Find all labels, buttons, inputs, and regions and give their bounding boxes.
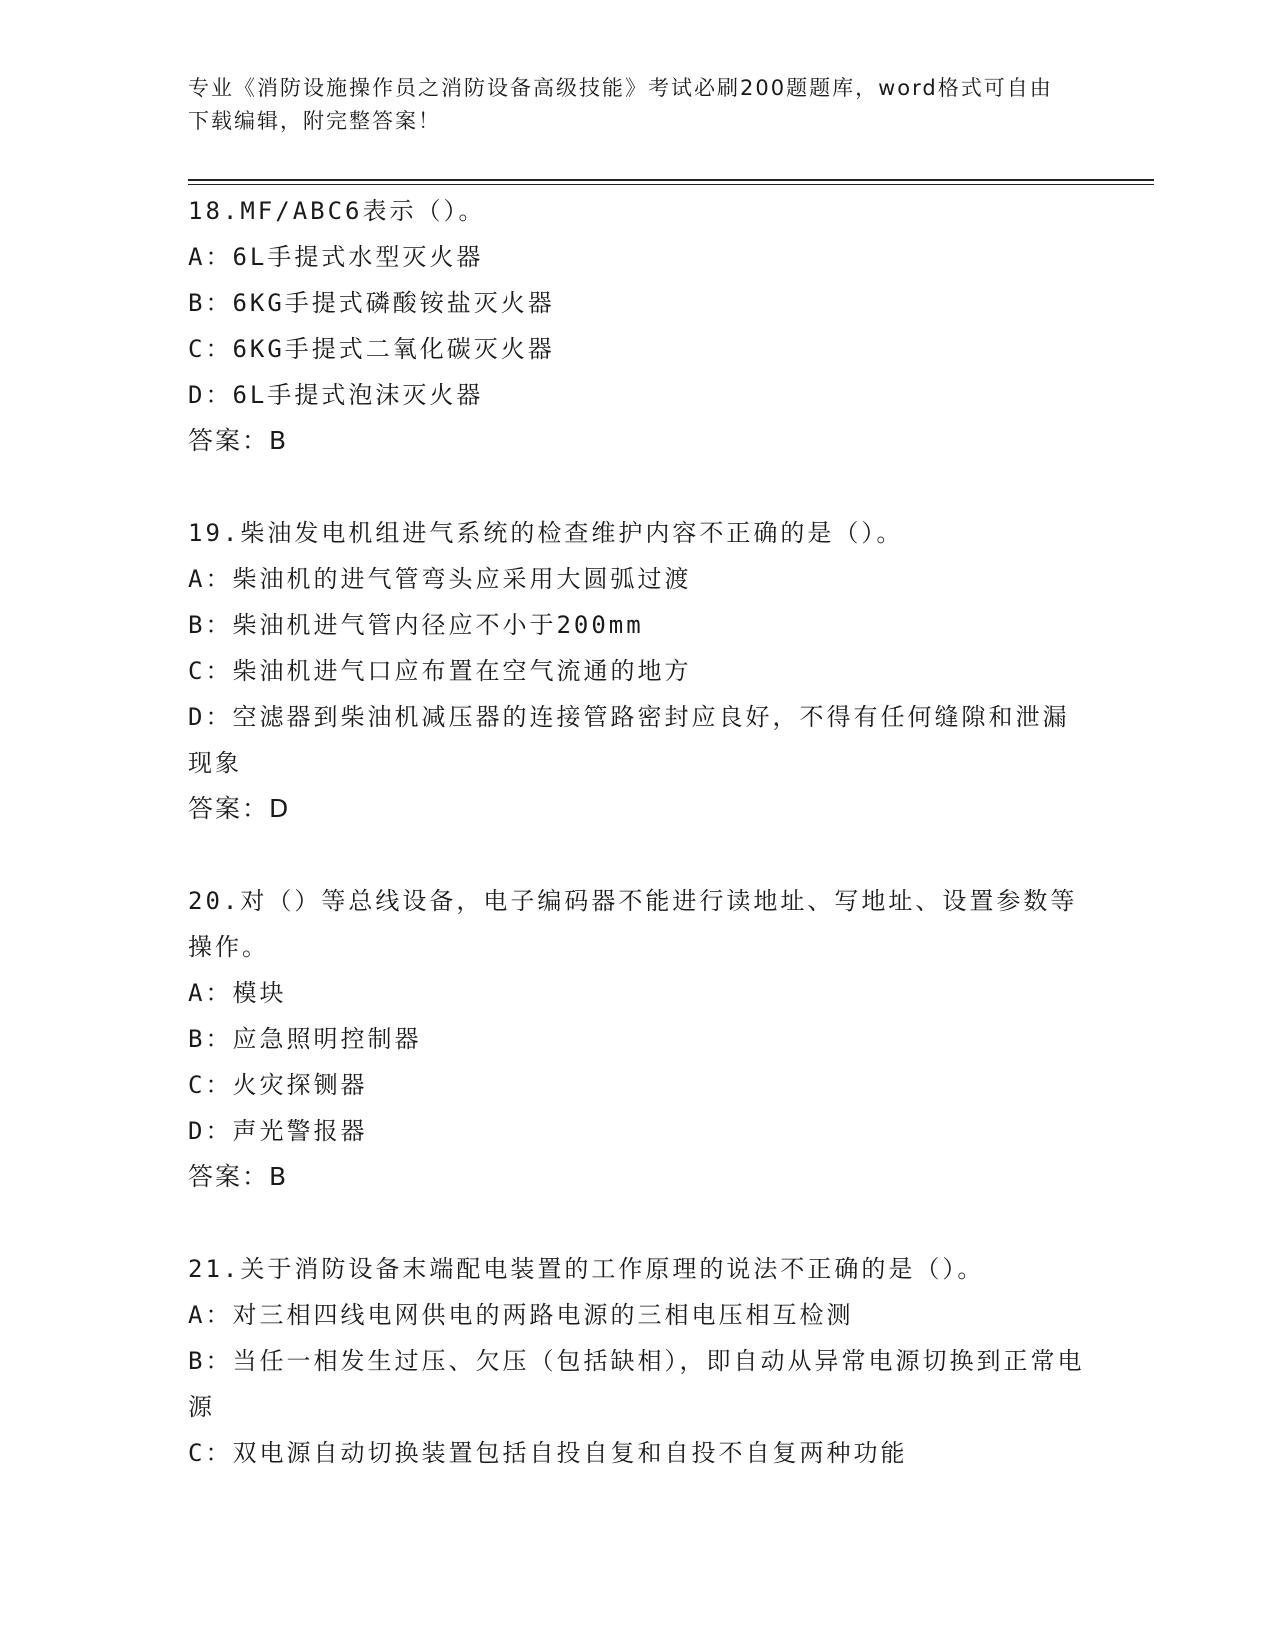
option-b: B：当任一相发生过压、欠压（包括缺相），即自动从异常电源切换到正常电源	[188, 1347, 1085, 1421]
question-stem: 21.关于消防设备末端配电装置的工作原理的说法不正确的是（）。	[188, 1255, 985, 1283]
option-a: A：对三相四线电网供电的两路电源的三相电压相互检测	[188, 1301, 854, 1329]
answer-label: 答案：D	[188, 794, 291, 823]
question-stem: 19.柴油发电机组进气系统的检查维护内容不正确的是（）。	[188, 519, 904, 547]
option-b: B：柴油机进气管内径应不小于200mm	[188, 611, 644, 639]
option-b: B：应急照明控制器	[188, 1025, 422, 1053]
option-a: A：柴油机的进气管弯头应采用大圆弧过渡	[188, 565, 692, 593]
question-18	[188, 188, 1088, 464]
header-divider-thin	[188, 184, 1154, 185]
option-c: C：柴油机进气口应布置在空气流通的地方	[188, 657, 692, 685]
header-divider-thick	[188, 179, 1154, 181]
question-21	[188, 1246, 1088, 1476]
option-c: C：火灾探铡器	[188, 1071, 368, 1099]
option-d: D：声光警报器	[188, 1117, 368, 1145]
question-stem: 18.MF/ABC6表示（）。	[188, 197, 486, 225]
question-stem: 20.对（）等总线设备，电子编码器不能进行读地址、写地址、设置参数等操作。	[188, 887, 1078, 961]
answer-label: 答案：B	[188, 426, 289, 455]
document-header: 专业《消防设施操作员之消防设备高级技能》考试必刷200题题库，word格式可自由下载编辑，附完整答案！	[188, 76, 1053, 133]
option-d: D：空滤器到柴油机减压器的连接管路密封应良好，不得有任何缝隙和泄漏现象	[188, 703, 1070, 777]
option-c: C：6KG手提式二氧化碳灭火器	[188, 335, 555, 363]
option-a: A：模块	[188, 979, 287, 1007]
question-20	[188, 878, 1088, 1200]
answer-label: 答案：B	[188, 1162, 289, 1191]
option-d: D：6L手提式泡沫灭火器	[188, 381, 484, 409]
option-b: B：6KG手提式磷酸铵盐灭火器	[188, 289, 555, 317]
option-a: A：6L手提式水型灭火器	[188, 243, 484, 271]
question-19	[188, 510, 1088, 832]
option-c: C：双电源自动切换装置包括自投自复和自投不自复两种功能	[188, 1439, 908, 1467]
question-list	[188, 188, 1088, 1522]
